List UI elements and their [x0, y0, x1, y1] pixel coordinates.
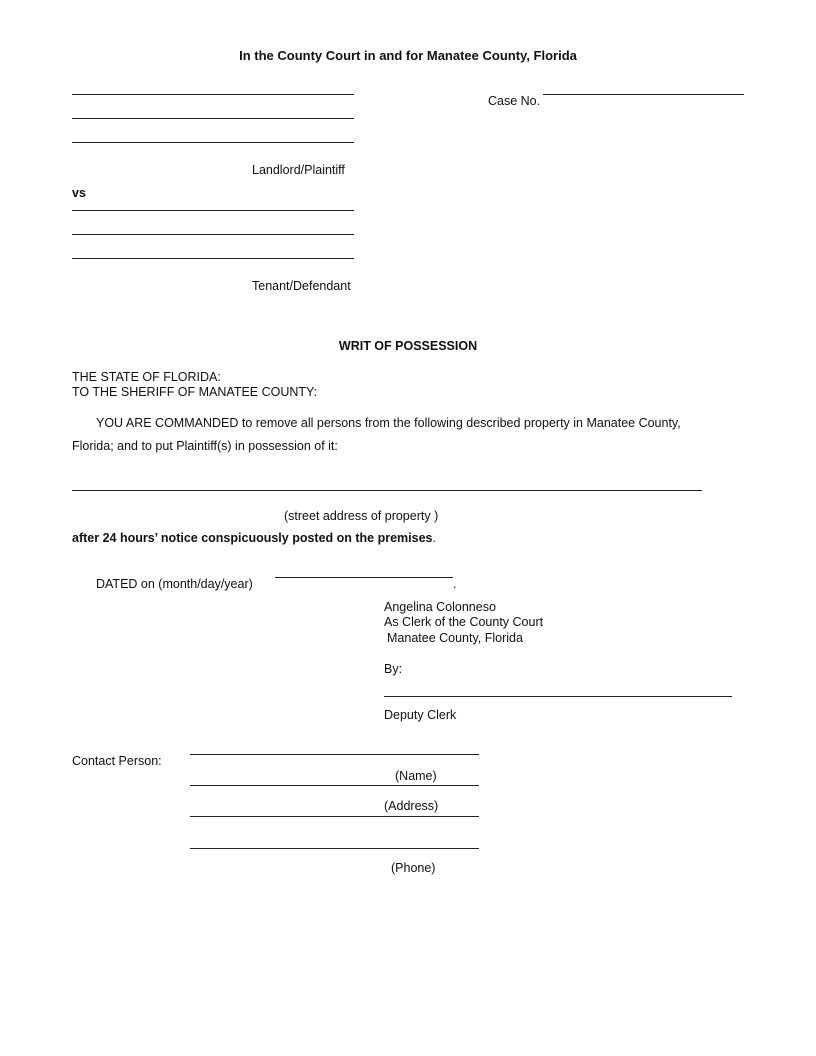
- to-sheriff: TO THE SHERIFF OF MANATEE COUNTY:: [72, 385, 318, 399]
- property-address-field[interactable]: [72, 490, 702, 491]
- clerk-title: As Clerk of the County Court: [384, 615, 544, 629]
- contact-address-field-2[interactable]: [190, 816, 479, 817]
- clerk-county: Manatee County, Florida: [387, 631, 523, 645]
- clerk-name: Angelina Colonneso: [384, 600, 496, 614]
- contact-phone-caption: (Phone): [391, 861, 436, 875]
- contact-address-field[interactable]: [190, 785, 479, 786]
- contact-name-field[interactable]: [190, 754, 479, 755]
- notice-period: .: [432, 531, 436, 545]
- vs-label: vs: [72, 186, 86, 200]
- deputy-signature-line[interactable]: [384, 696, 732, 697]
- command-line-2: Florida; and to put Plaintiff(s) in possession of it:: [72, 439, 338, 453]
- property-address-caption: (street address of property ): [284, 509, 439, 523]
- document-title: WRIT OF POSSESSION: [338, 339, 478, 353]
- by-label: By:: [384, 662, 403, 676]
- contact-name-caption: (Name): [395, 769, 437, 783]
- notice-text: after 24 hours’ notice conspicuously posted on the premises: [72, 531, 433, 545]
- deputy-clerk-label: Deputy Clerk: [384, 708, 457, 722]
- case-no-label: Case No.: [488, 94, 541, 108]
- contact-address-caption: (Address): [384, 799, 439, 813]
- court-header: In the County Court in and for Manatee County, Florida: [239, 48, 577, 63]
- plaintiff-line-3[interactable]: [72, 142, 354, 143]
- contact-person-label: Contact Person:: [72, 754, 162, 768]
- notice-statement: [72, 531, 436, 545]
- state-of-florida: THE STATE OF FLORIDA:: [72, 370, 221, 384]
- plaintiff-line-1[interactable]: [72, 94, 354, 95]
- dated-label: DATED on (month/day/year): [96, 577, 253, 591]
- defendant-line-2[interactable]: [72, 234, 354, 235]
- defendant-label: Tenant/Defendant: [252, 279, 351, 293]
- plaintiff-label: Landlord/Plaintiff: [252, 163, 345, 177]
- defendant-line-3[interactable]: [72, 258, 354, 259]
- contact-phone-field[interactable]: [190, 848, 479, 849]
- date-field[interactable]: [275, 577, 453, 578]
- dated-period: .: [453, 577, 457, 591]
- defendant-line-1[interactable]: [72, 210, 354, 211]
- plaintiff-line-2[interactable]: [72, 118, 354, 119]
- case-no-field[interactable]: [543, 94, 744, 95]
- command-line-1: YOU ARE COMMANDED to remove all persons from the following described property in Manatee County,: [96, 416, 681, 430]
